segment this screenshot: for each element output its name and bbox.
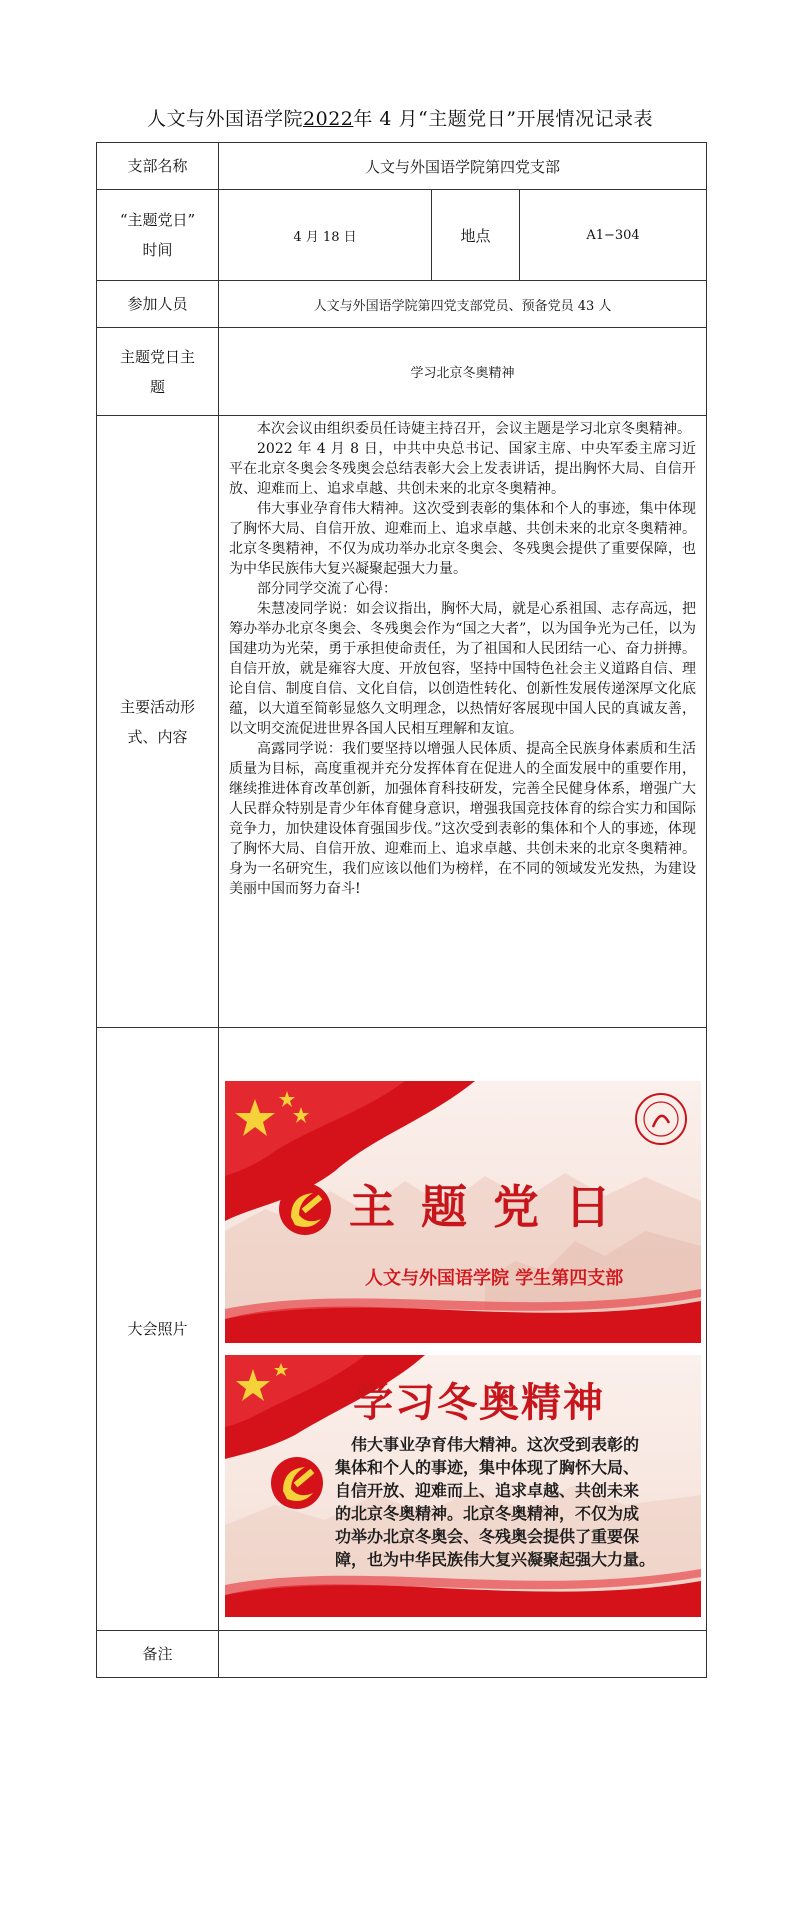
banner-olympic-spirit-title: 学习冬奥精神 (353, 1380, 605, 1426)
row-time (97, 190, 707, 281)
row-participants (97, 281, 707, 328)
banner-olympic-spirit (225, 1355, 701, 1617)
content-label (97, 416, 219, 1028)
content-label-line1: 主要活动形 (119, 697, 195, 716)
party-emblem-icon (279, 1183, 331, 1235)
branch-value: 人文与外国语学院第四党支部 (219, 143, 707, 190)
time-label (97, 190, 219, 281)
banner-theme-day-subtitle: 人文与外国语学院 学生第四支部 (365, 1268, 624, 1289)
title-pre: 人文与外国语学院 (147, 108, 304, 130)
photo-cell (219, 1028, 707, 1631)
banner-text-line: 功举办北京冬奥会、冬残奥会提供了重要保 (335, 1527, 640, 1546)
title-year: 2022 (303, 108, 354, 130)
party-emblem-icon (271, 1457, 323, 1509)
theme-label-line1: 主题党日主 (119, 347, 195, 366)
banner-olympic-spirit-text (335, 1433, 690, 1571)
content-body (219, 416, 707, 1028)
theme-label (97, 328, 219, 416)
record-table (96, 142, 707, 1678)
content-paragraph: 高露同学说：我们要坚持以增强人民体质、提高全民族身体素质和生活质量为目标，高度重视并充分发挥体育在促进人的全面发展中的重要作用，继续推进体育改革创新，加强体育科技研发，完善全民健身体系，增强广大人民群众特别是青少年体育健身意识，增强我国竞技体育的综合实力和国际竞争力，加快建设体育强国步伐。”这次受到表彰的集体和个人的事迹，体现了胸怀大局、自信开放、迎难而上、追求卓越、共创未来的北京冬奥精神。身为一名研究生，我们应该以他们为榜样，在不同的领域发光发热，为建设美丽中国而努力奋斗! (229, 741, 697, 897)
place-value: A1−304 (520, 190, 707, 281)
row-branch (97, 143, 707, 190)
participants-label: 参加人员 (97, 281, 219, 328)
row-remark (97, 1631, 707, 1678)
row-theme (97, 328, 707, 416)
theme-label-line2: 题 (149, 377, 165, 396)
content-paragraph: 伟大事业孕育伟大精神。这次受到表彰的集体和个人的事迹，集中体现了胸怀大局、自信开放、迎难而上、追求卓越、共创未来的北京冬奥精神。北京冬奥精神，不仅为成功举办北京冬奥会、冬残奥会提供了重要保障，也为中华民族伟大复兴凝聚起强大力量。 (229, 501, 697, 577)
time-label-line1: “主题党日” (119, 211, 196, 229)
content-paragraph: 本次会议由组织委员任诗婕主持召开，会议主题是学习北京冬奥精神。 (257, 421, 691, 437)
branch-label: 支部名称 (97, 143, 219, 190)
row-content (97, 416, 707, 1028)
time-value: 4 月 18 日 (219, 190, 432, 281)
school-seal-icon (636, 1094, 686, 1144)
banner-text-line: 自信开放、迎难而上、追求卓越、共创未来 (335, 1481, 640, 1500)
theme-value: 学习北京冬奥精神 (219, 328, 707, 416)
banner-text-line: 的北京冬奥精神。北京冬奥精神，不仅为成 (335, 1504, 640, 1523)
row-photo (97, 1028, 707, 1631)
photo-label: 大会照片 (97, 1028, 219, 1631)
title-post: 年 4 月“主题党日”开展情况记录表 (353, 108, 653, 130)
content-paragraph: 2022 年 4 月 8 日，中共中央总书记、国家主席、中央军委主席习近平在北京冬奥会冬残奥会总结表彰大会上发表讲话，提出胸怀大局、自信开放、迎难而上、追求卓越、共创未来的北京冬奥精神。 (229, 441, 697, 497)
page-title (0, 104, 800, 131)
banner-text-line: 伟大事业孕育伟大精神。这次受到表彰的 (351, 1435, 640, 1454)
time-label-line2: 时间 (142, 241, 173, 259)
banner-theme-day-title: 主题党日 (349, 1180, 637, 1234)
banner-text-line: 障，也为中华民族伟大复兴凝聚起强大力量。 (335, 1550, 656, 1569)
remark-value (219, 1631, 707, 1678)
participants-value: 人文与外国语学院第四党支部党员、预备党员 43 人 (219, 281, 707, 328)
content-label-line2: 式、内容 (127, 727, 188, 746)
place-label: 地点 (432, 190, 520, 281)
remark-label: 备注 (97, 1631, 219, 1678)
content-paragraph: 朱慧凌同学说：如会议指出，胸怀大局，就是心系祖国、志存高远，把筹办举办北京冬奥会、冬残奥会作为“国之大者”，以为国争光为己任，以为国建功为光荣，勇于承担使命责任，为了祖国和人民团结一心、奋力拼搏。自信开放，就是雍容大度、开放包容，坚持中国特色社会主义道路自信、理论自信、制度自信、文化自信，以创造性转化、创新性发展传递深厚文化底蕴，以大道至简彰显悠久文明理念，以热情好客展现中国人民的真诚友善，以文明交流促进世界各国人民相互理解和友谊。 (229, 601, 697, 737)
content-paragraph: 部分同学交流了心得： (257, 581, 397, 597)
banner-text-line: 集体和个人的事迹，集中体现了胸怀大局、 (335, 1458, 640, 1477)
banner-theme-day (225, 1081, 701, 1343)
